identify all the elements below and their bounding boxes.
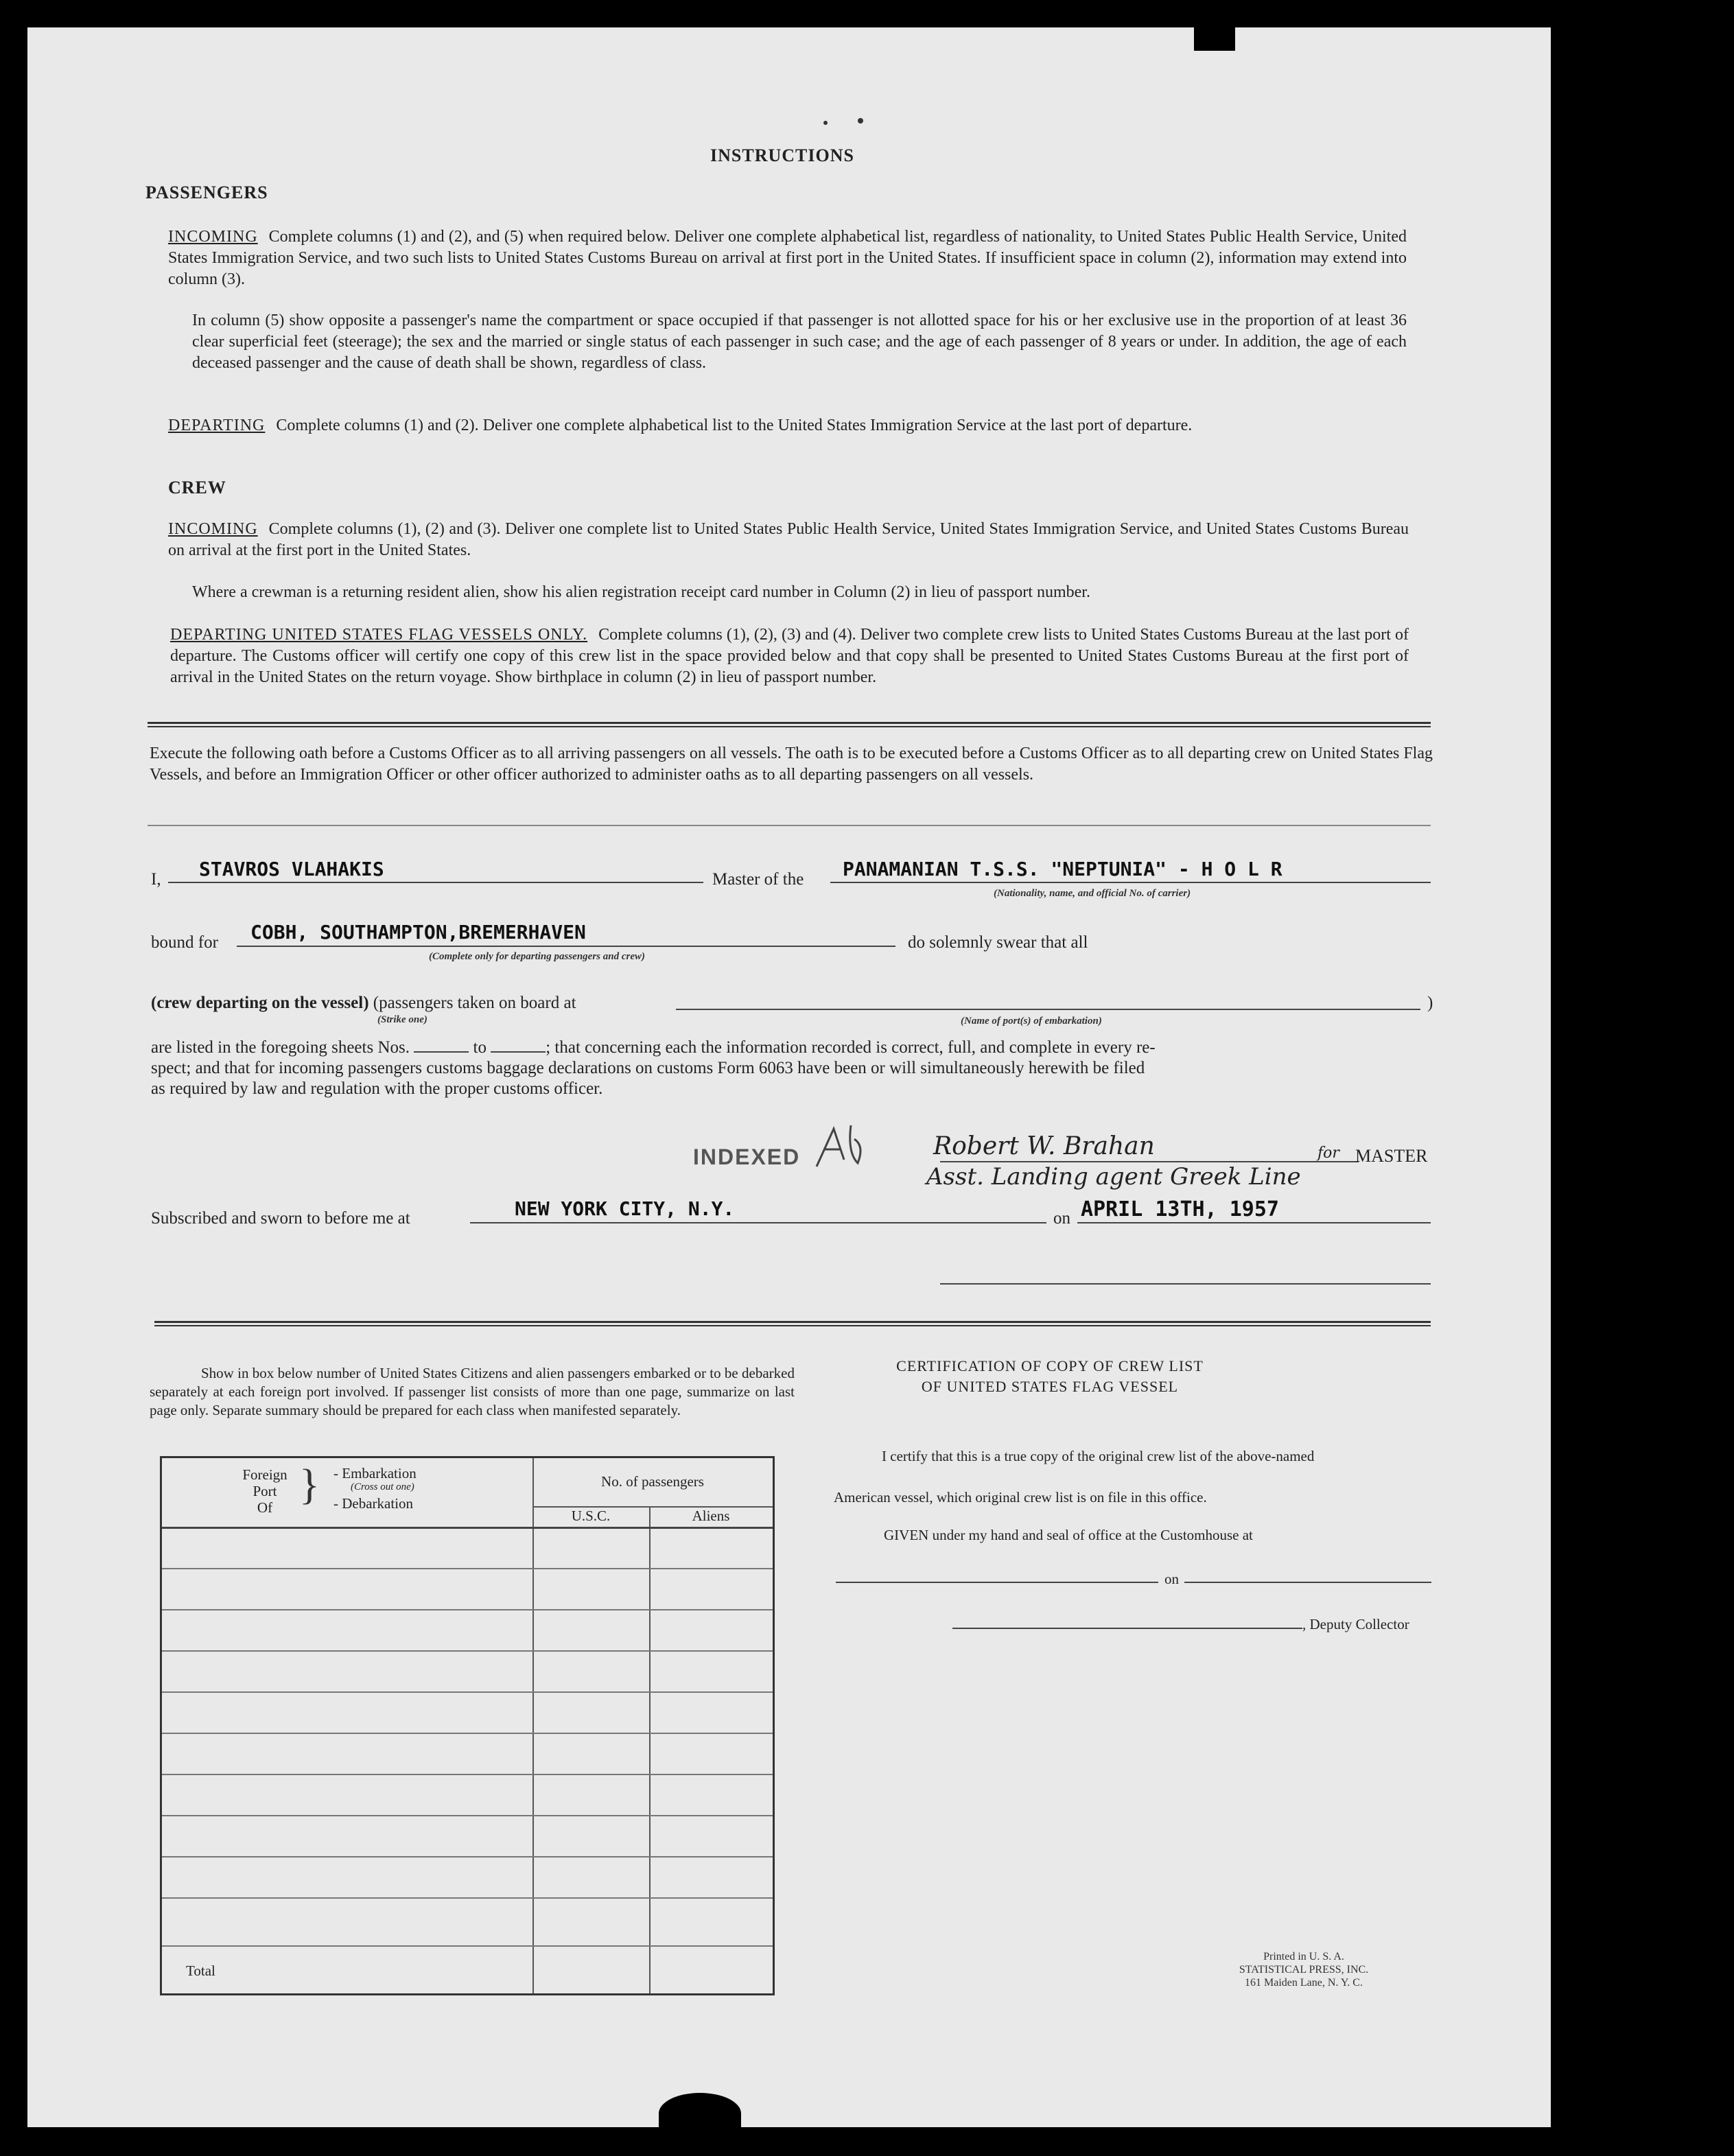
printer-line-2: STATISTICAL PRESS, INC.	[1239, 1964, 1369, 1976]
listed-suffix: ; that concerning each the information recorded is correct, full, and complete in every re-	[546, 1038, 1156, 1057]
master-name: STAVROS VLAHAKIS	[199, 858, 384, 880]
master-label: MASTER	[1355, 1146, 1428, 1166]
cross-out-text: (Cross out one)	[351, 1481, 414, 1492]
listed-line-1	[151, 1038, 1434, 1057]
ports-caption: (Name of port(s) of embarkation)	[961, 1016, 1102, 1027]
debarkation-text: - Debarkation	[333, 1495, 414, 1512]
given-line: GIVEN under my hand and seal of office at the Customhouse at	[884, 1527, 1253, 1543]
certify-line-2: American vessel, which original crew list is on file in this office.	[834, 1489, 1207, 1505]
bound-caption: (Complete only for departing passengers and crew)	[429, 951, 645, 962]
crew-departing-text: (crew departing on the vessel)	[151, 994, 369, 1012]
subscribed-label: Subscribed and sworn to before me at	[151, 1209, 410, 1228]
column5-paragraph: In column (5) show opposite a passenger's name the compartment or space occupied if that passenger is not allotted space for his or her exclusive use in the proportion of at least 36 clear superficial feet (steerage); the sex and the married or single status of each passenger in such case; and the age of each passenger of 8 years or under. In addition, the age of each deceased passenger and the cause of death shall be shown, regardless of class.	[192, 312, 1407, 372]
listed-prefix: are listed in the foregoing sheets Nos.	[151, 1038, 410, 1057]
foreign-port-of	[237, 1466, 292, 1516]
cert-date-line	[1184, 1582, 1431, 1583]
crew-incoming-paragraph	[168, 519, 1409, 561]
crew-incoming-text: Complete columns (1), (2) and (3). Deliver one complete list to United States Public Health Service, United States Immigration Service, and United States Customs Bureau on arrival at the first port in the United States.	[168, 520, 1409, 559]
table-header-rule	[162, 1527, 773, 1529]
table-row	[162, 1945, 773, 1947]
certification-title	[858, 1356, 1242, 1397]
sworn-place-line	[470, 1222, 1046, 1223]
embarkation-text: - Embarkation	[333, 1465, 417, 1481]
crew-incoming-label: INCOMING	[168, 520, 258, 538]
departing-label: DEPARTING	[168, 417, 266, 434]
sheet-to-blank	[491, 1051, 546, 1053]
crew-departing-option	[151, 994, 576, 1013]
printer-line-3: 161 Maiden Lane, N. Y. C.	[1245, 1977, 1363, 1989]
usc-column-header: U.S.C.	[571, 1508, 611, 1524]
vessel-name: PANAMANIAN T.S.S. "NEPTUNIA" - H O L R	[843, 858, 1282, 880]
master-name-line	[168, 882, 703, 883]
incoming-label: INCOMING	[168, 228, 258, 246]
crew-departing-text: Complete columns (1), (2), (3) and (4). Deliver two complete crew lists to United States Customs Bureau at the last port of departure. The Customs officer will certify one copy of this crew list in the space provided below and that copy shall be presented to United States Customs Bureau at the first port of arrival in the United States on the return voyage. Show birthplace in column (2) in lieu of passport number.	[170, 626, 1409, 686]
printer-imprint	[1221, 1950, 1386, 1989]
sheet-from-blank	[414, 1051, 469, 1053]
departing-text: Complete columns (1) and (2). Deliver one complete alphabetical list to the United States Immigration Service at the last port of departure.	[276, 417, 1193, 434]
table-row	[162, 1856, 773, 1858]
instructions-title: INSTRUCTIONS	[710, 145, 854, 165]
master-of-label: Master of the	[712, 870, 804, 889]
summary-intro: Show in box below number of United States Citizens and alien passengers embarked or to be debarked separately at each foreign port involved. If passenger list consists of more than one page, summarize on last page only. Separate summary should be prepared for each class when manifested separately.	[150, 1365, 795, 1418]
scan-speck	[823, 121, 828, 125]
table-row	[162, 1733, 773, 1734]
table-row	[162, 1568, 773, 1569]
divider	[154, 1321, 1431, 1326]
listed-to: to	[473, 1038, 487, 1057]
scan-tear	[659, 2093, 741, 2134]
officer-signature-line	[940, 1283, 1431, 1285]
signature-line-2: Asst. Landing agent Greek Line	[926, 1163, 1301, 1191]
bound-for-ports: COBH, SOUTHAMPTON,BREMERHAVEN	[250, 921, 586, 944]
vessel-caption: (Nationality, name, and official No. of carrier)	[994, 888, 1191, 899]
scan-speck	[858, 118, 863, 124]
crew-departing-paragraph	[170, 624, 1409, 688]
port-text: Port	[253, 1483, 277, 1499]
scan-tear	[1194, 27, 1235, 51]
crew-departing-label: DEPARTING UNITED STATES FLAG VESSELS ONLY.	[170, 626, 588, 644]
table-row	[162, 1897, 773, 1899]
signature-line	[940, 1161, 1359, 1162]
close-paren: )	[1427, 994, 1433, 1012]
crewman-paragraph: Where a crewman is a returning resident alien, show his alien registration receipt card number in Column (2) in lieu of passport number.	[192, 583, 1090, 601]
passengers-departing-paragraph	[168, 415, 1407, 436]
table-divider	[532, 1458, 534, 1993]
certify-line-1: I certify that this is a true copy of the original crew list of the above-named	[882, 1448, 1315, 1464]
indexed-stamp: INDEXED	[693, 1145, 801, 1169]
table-row	[162, 1774, 773, 1775]
sworn-place: NEW YORK CITY, N.Y.	[515, 1197, 735, 1220]
no-of-passengers-header: No. of passengers	[601, 1473, 704, 1490]
sworn-date-line	[1077, 1222, 1431, 1223]
passengers-board-text: (passengers taken on board at	[373, 994, 576, 1012]
strike-caption: (Strike one)	[377, 1014, 427, 1025]
divider	[148, 722, 1431, 727]
brace-icon: }	[299, 1462, 320, 1508]
vessel-line	[830, 882, 1431, 883]
printer-line-1: Printed in U. S. A.	[1263, 1951, 1344, 1962]
signature-line-1: Robert W. Brahan	[933, 1132, 1155, 1160]
passengers-heading: PASSENGERS	[145, 183, 268, 202]
incoming-text: Complete columns (1) and (2), and (5) when required below. Deliver one complete alphabetical list, regardless of nationality, to United States Public Health Service, United States Immigration Service, and two such lists to United States Customs Bureau on arrival at first port in the United States. If insufficient space in column (2), information may extend into column (3).	[168, 228, 1407, 288]
divider	[148, 825, 1431, 826]
indexed-initials-mark	[810, 1118, 871, 1180]
customhouse-line	[836, 1582, 1158, 1583]
sworn-date: APRIL 13TH, 1957	[1081, 1197, 1279, 1221]
deputy-collector-line	[952, 1628, 1302, 1629]
form-sheet	[27, 27, 1551, 2127]
bound-for-label: bound for	[151, 933, 218, 952]
for-note: for	[1317, 1145, 1339, 1162]
table-divider	[649, 1506, 651, 1993]
listed-line-3: as required by law and regulation with the proper customs officer.	[151, 1079, 603, 1098]
table-row	[162, 1691, 773, 1693]
on-label: on	[1053, 1209, 1070, 1228]
crew-heading: CREW	[168, 478, 226, 497]
embarkation-ports-line	[676, 1009, 1420, 1010]
swear-label: do solemnly swear that all	[908, 933, 1088, 952]
certification-title-line-2: OF UNITED STATES FLAG VESSEL	[921, 1378, 1179, 1395]
deputy-collector-label: , Deputy Collector	[1302, 1616, 1409, 1632]
passengers-incoming-paragraph	[168, 226, 1407, 290]
i-label: I,	[151, 870, 161, 889]
of-text: Of	[257, 1499, 273, 1516]
oath-intro: Execute the following oath before a Customs Officer as to all arriving passengers on all vessels. The oath is to be executed before a Customs Officer as to all departing crew on United States Flag Vessels, and before an Immigration Officer or other officer authorized to administer oaths as to all departing passengers on all vessels.	[150, 745, 1433, 784]
passenger-summary-table	[160, 1456, 775, 1995]
table-row	[162, 1650, 773, 1652]
table-row	[162, 1609, 773, 1610]
foreign-text: Foreign	[242, 1466, 288, 1483]
cert-on-label: on	[1164, 1571, 1179, 1587]
aliens-column-header: Aliens	[692, 1508, 730, 1524]
total-label: Total	[186, 1962, 215, 1979]
bound-for-line	[237, 946, 895, 947]
table-row	[162, 1815, 773, 1816]
listed-line-2: spect; and that for incoming passengers customs baggage declarations on customs Form 6063 have been or will simultaneously herewith be filed	[151, 1059, 1145, 1077]
certification-title-line-1: CERTIFICATION OF COPY OF CREW LIST	[896, 1357, 1204, 1374]
